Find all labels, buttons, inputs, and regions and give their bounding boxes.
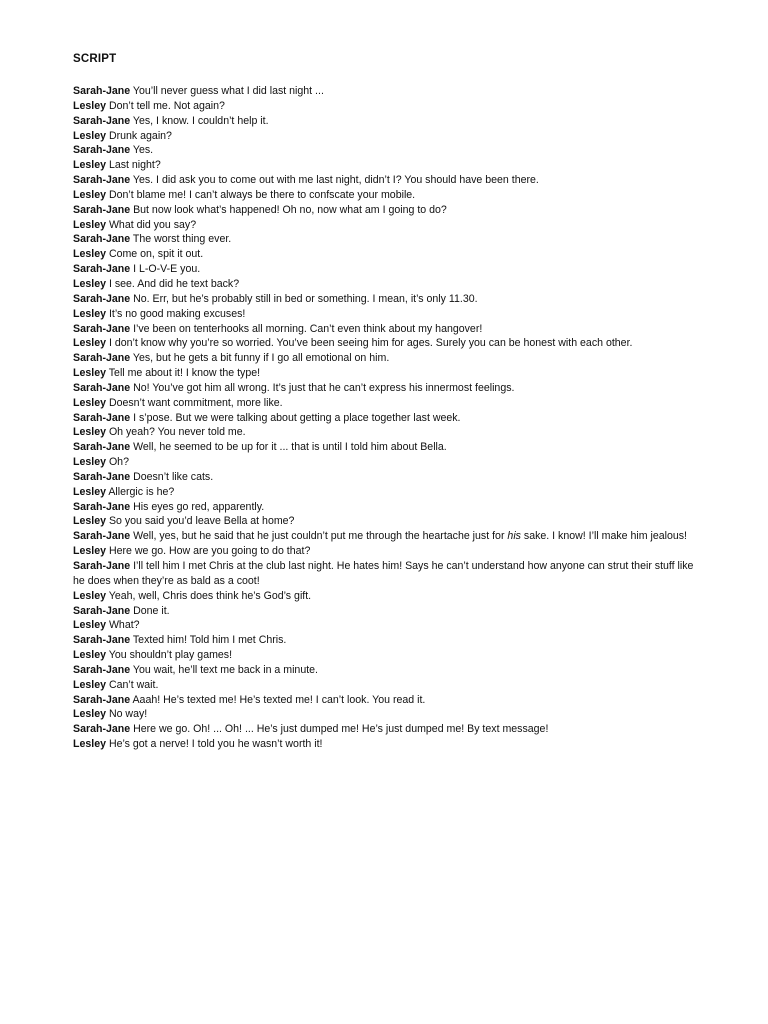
dialogue-text: Doesn’t want commitment, more like. xyxy=(108,396,283,409)
dialogue-text: Texted him! Told him I met Chris. xyxy=(132,634,287,647)
dialogue-text: What? xyxy=(108,619,140,632)
dialogue-text: He’s got a nerve! I told you he wasn’t worth it! xyxy=(108,738,323,751)
dialogue-text: Doesn’t like cats. xyxy=(133,470,214,483)
dialogue-line xyxy=(73,322,703,337)
dialogue-line xyxy=(73,173,703,188)
speaker-name: Lesley xyxy=(73,159,106,172)
dialogue-line xyxy=(73,218,703,233)
dialogue-line xyxy=(73,188,703,203)
dialogue-line xyxy=(73,143,703,158)
dialogue-text: Yes, but he gets a bit funny if I go all emotional on him. xyxy=(132,352,390,365)
dialogue-text: Yeah, well, Chris does think he’s God’s gift. xyxy=(108,589,312,602)
dialogue-text: It’s no good making excuses! xyxy=(108,307,246,320)
dialogue-line xyxy=(73,604,703,619)
dialogue-text: I L-O-V-E you. xyxy=(133,263,201,276)
script-document xyxy=(73,53,703,752)
dialogue-line xyxy=(73,114,703,129)
speaker-name: Lesley xyxy=(73,545,106,558)
dialogue-line xyxy=(73,247,703,262)
dialogue-line xyxy=(73,351,703,366)
speaker-name: Lesley xyxy=(73,307,106,320)
dialogue-line xyxy=(73,396,703,411)
speaker-name: Sarah-Jane xyxy=(73,263,131,276)
speaker-name: Lesley xyxy=(73,337,106,350)
dialogue-text: Come on, spit it out. xyxy=(108,248,204,261)
speaker-name: Sarah-Jane xyxy=(73,470,131,483)
dialogue-line xyxy=(73,307,703,322)
dialogue-text: You shouldn’t play games! xyxy=(108,649,233,662)
speaker-name: Lesley xyxy=(73,708,106,721)
speaker-name: Lesley xyxy=(73,99,106,112)
dialogue-text: No way! xyxy=(108,708,148,721)
dialogue-text: Oh yeah? You never told me. xyxy=(108,426,246,439)
dialogue-text: Drunk again? xyxy=(108,129,172,142)
dialogue-line xyxy=(73,84,703,99)
speaker-name: Sarah-Jane xyxy=(73,292,131,305)
dialogue-line xyxy=(73,633,703,648)
dialogue-line xyxy=(73,470,703,485)
dialogue-text: Don’t blame me! I can’t always be there to confscate your mobile. xyxy=(108,188,416,201)
dialogue-text: I’ve been on tenterhooks all morning. Can’t even think about my hangover! xyxy=(133,322,483,335)
speaker-name: Sarah-Jane xyxy=(73,634,131,647)
dialogue-text: But now look what’s happened! Oh no, now what am I going to do? xyxy=(133,203,447,216)
speaker-name: Lesley xyxy=(73,485,106,498)
dialogue-list xyxy=(73,84,703,752)
dialogue-line xyxy=(73,158,703,173)
speaker-name: Sarah-Jane xyxy=(73,85,131,97)
dialogue-text: No. Err, but he’s probably still in bed or something. I mean, it’s only 11.30. xyxy=(133,292,478,305)
dialogue-line xyxy=(73,559,703,589)
dialogue-text: His eyes go red, apparently. xyxy=(133,500,265,513)
dialogue-line xyxy=(73,589,703,604)
speaker-name: Sarah-Jane xyxy=(73,693,131,706)
dialogue-line xyxy=(73,129,703,144)
speaker-name: Sarah-Jane xyxy=(73,233,131,246)
dialogue-text: Yes. I did ask you to come out with me last night, didn’t I? You should have been there. xyxy=(132,174,539,187)
speaker-name: Lesley xyxy=(73,738,106,751)
speaker-name: Sarah-Jane xyxy=(73,144,131,157)
dialogue-text: Can’t wait. xyxy=(108,678,159,691)
dialogue-line xyxy=(73,514,703,529)
dialogue-line xyxy=(73,99,703,114)
dialogue-line xyxy=(73,678,703,693)
dialogue-text: Yes, I know. I couldn’t help it. xyxy=(132,114,269,127)
dialogue-line xyxy=(73,544,703,559)
dialogue-line xyxy=(73,336,703,351)
speaker-name: Lesley xyxy=(73,188,106,201)
speaker-name: Sarah-Jane xyxy=(73,352,131,365)
speaker-name: Lesley xyxy=(73,367,106,380)
speaker-name: Sarah-Jane xyxy=(73,114,131,127)
dialogue-text: No! You’ve got him all wrong. It’s just that he can’t express his innermost feelings. xyxy=(133,381,515,394)
dialogue-text: Here we go. How are you going to do that? xyxy=(108,545,311,558)
dialogue-text: I don’t know why you’re so worried. You’ve been seeing him for ages. Surely you can be honest with each other. xyxy=(108,337,633,350)
speaker-name: Sarah-Jane xyxy=(73,663,131,676)
dialogue-text: So you said you’d leave Bella at home? xyxy=(108,515,295,528)
speaker-name: Sarah-Jane xyxy=(73,604,131,617)
speaker-name: Sarah-Jane xyxy=(73,530,131,543)
dialogue-line xyxy=(73,262,703,277)
dialogue-line xyxy=(73,529,703,544)
dialogue-text: Oh? xyxy=(108,456,129,469)
dialogue-line xyxy=(73,737,703,752)
dialogue-text: Allergic is he? xyxy=(108,485,175,498)
document-title: SCRIPT xyxy=(73,53,117,65)
speaker-name: Sarah-Jane xyxy=(73,174,131,187)
speaker-name: Sarah-Jane xyxy=(73,411,131,424)
dialogue-line xyxy=(73,722,703,737)
dialogue-text: What did you say? xyxy=(108,218,197,231)
speaker-name: Lesley xyxy=(73,277,106,290)
dialogue-text: I s’pose. But we were talking about getting a place together last week. xyxy=(133,411,461,424)
dialogue-line xyxy=(73,203,703,218)
speaker-name: Lesley xyxy=(73,396,106,409)
speaker-name: Lesley xyxy=(73,248,106,261)
speaker-name: Lesley xyxy=(73,218,106,231)
dialogue-text: I see. And did he text back? xyxy=(108,277,240,290)
dialogue-line xyxy=(73,277,703,292)
dialogue-text: Done it. xyxy=(133,604,170,617)
dialogue-line xyxy=(73,663,703,678)
dialogue-text: Well, yes, but he said that he just couldn’t put me through the heartache just for xyxy=(133,530,508,543)
dialogue-text: Here we go. Oh! ... Oh! ... He’s just dumped me! He’s just dumped me! By text message! xyxy=(133,723,549,736)
speaker-name: Sarah-Jane xyxy=(73,322,131,335)
dialogue-line xyxy=(73,455,703,470)
dialogue-text: The worst thing ever. xyxy=(132,233,232,246)
dialogue-line xyxy=(73,485,703,500)
dialogue-line xyxy=(73,425,703,440)
speaker-name: Lesley xyxy=(73,619,106,632)
dialogue-line xyxy=(73,366,703,381)
dialogue-text: Well, he seemed to be up for it ... that is until I told him about Bella. xyxy=(133,441,447,454)
speaker-name: Sarah-Jane xyxy=(73,203,131,216)
dialogue-line xyxy=(73,232,703,247)
speaker-name: Sarah-Jane xyxy=(73,441,131,454)
dialogue-line xyxy=(73,707,703,722)
dialogue-text: Aaah! He’s texted me! He’s texted me! I can’t look. You read it. xyxy=(132,693,426,706)
dialogue-text: You wait, he’ll text me back in a minute. xyxy=(132,663,318,676)
dialogue-line xyxy=(73,381,703,396)
speaker-name: Lesley xyxy=(73,456,106,469)
dialogue-line xyxy=(73,411,703,426)
dialogue-text: You’ll never guess what I did last night ... xyxy=(132,85,324,97)
speaker-name: Lesley xyxy=(73,129,106,142)
dialogue-text: Tell me about it! I know the type! xyxy=(108,367,261,380)
dialogue-line xyxy=(73,618,703,633)
dialogue-text: I’ll tell him I met Chris at the club last night. He hates him! Says he can’t understand how anyone can strut their stuff like he does when they’re as bald as a coot! xyxy=(73,560,694,587)
speaker-name: Lesley xyxy=(73,678,106,691)
speaker-name: Sarah-Jane xyxy=(73,500,131,513)
dialogue-emphasis: his xyxy=(507,530,521,543)
speaker-name: Sarah-Jane xyxy=(73,381,131,394)
speaker-name: Lesley xyxy=(73,589,106,602)
dialogue-line xyxy=(73,292,703,307)
speaker-name: Lesley xyxy=(73,649,106,662)
speaker-name: Lesley xyxy=(73,426,106,439)
dialogue-text: Don’t tell me. Not again? xyxy=(108,99,225,112)
speaker-name: Sarah-Jane xyxy=(73,560,131,572)
dialogue-line xyxy=(73,440,703,455)
speaker-name: Lesley xyxy=(73,515,106,528)
dialogue-text: sake. I know! I’ll make him jealous! xyxy=(520,530,688,543)
dialogue-line xyxy=(73,648,703,663)
speaker-name: Sarah-Jane xyxy=(73,723,131,736)
dialogue-line xyxy=(73,693,703,708)
dialogue-line xyxy=(73,500,703,515)
dialogue-text: Last night? xyxy=(108,159,161,172)
dialogue-text: Yes. xyxy=(132,144,154,157)
